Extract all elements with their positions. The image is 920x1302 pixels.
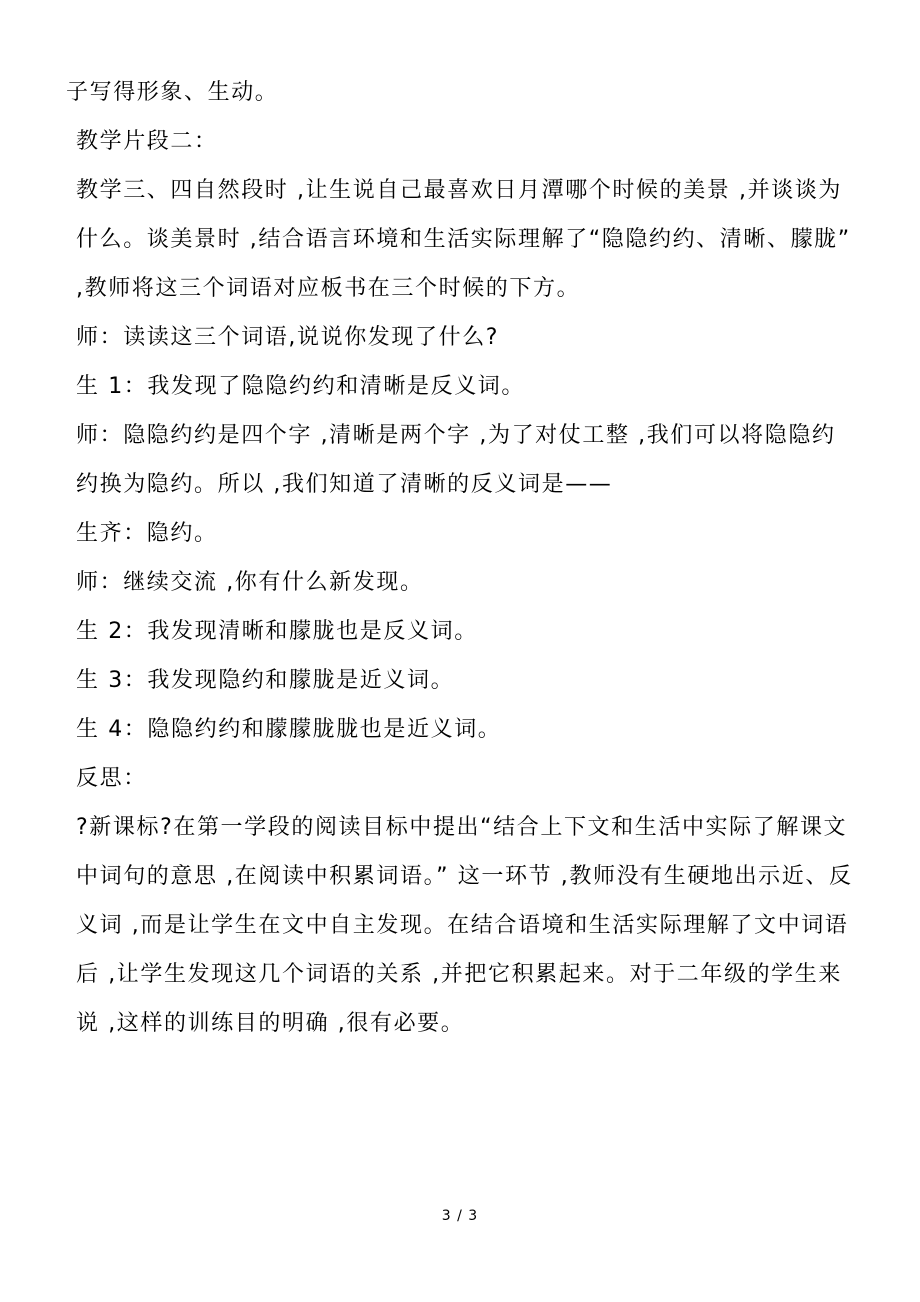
- dialogue-student-1: 生 1：我发现了隐隐约约和清晰是反义词。: [76, 374, 525, 399]
- document-body: [66, 68, 856, 1048]
- dialogue-students-together: 生齐：隐约。: [76, 521, 218, 546]
- dialogue-student-4: 生 4：隐隐约约和朦朦胧胧也是近义词。: [76, 717, 502, 742]
- paragraph-teaching-description: 教学三、四自然段时 ,让生说自己最喜欢日月潭哪个时候的美景 ,并谈谈为什么。谈美景时 ,结合语言环境和生活实际理解了“隐隐约约、清晰、朦胧” ,教师将这三个词语对应板书在三个时候的下方。: [76, 178, 851, 301]
- paragraph-continuation: 子写得形象、生动。: [66, 80, 279, 105]
- dialogue-teacher-2: 师：隐隐约约是四个字 ,清晰是两个字 ,为了对仗工整 ,我们可以将隐隐约约换为隐约。所以 ,我们知道了清晰的反义词是——: [76, 423, 836, 497]
- paragraph-reflection: ?新课标?在第一学段的阅读目标中提出“结合上下文和生活中实际了解课文中词句的意思 ,在阅读中积累词语。” 这一环节 ,教师没有生硬地出示近、反义词 ,而是让学生在文中自主发现。在结合语境和生活实际理解了文中词语后 ,让学生发现这几个词语的关系 ,并把它积累起来。对于二年级的学生来说 ,这样的训练目的明确 ,很有必要。: [76, 815, 853, 1036]
- section-heading-teaching-segment-two: 教学片段二：: [76, 129, 218, 154]
- dialogue-teacher-1: 师：读读这三个词语,说说你发现了什么?: [76, 325, 500, 350]
- dialogue-teacher-3: 师：继续交流 ,你有什么新发现。: [76, 570, 424, 595]
- section-heading-reflection: 反思：: [76, 766, 147, 791]
- page-number: 3 / 3: [441, 1208, 479, 1224]
- dialogue-student-2: 生 2：我发现清晰和朦胧也是反义词。: [76, 619, 478, 644]
- dialogue-student-3: 生 3：我发现隐约和朦胧是近义词。: [76, 668, 455, 693]
